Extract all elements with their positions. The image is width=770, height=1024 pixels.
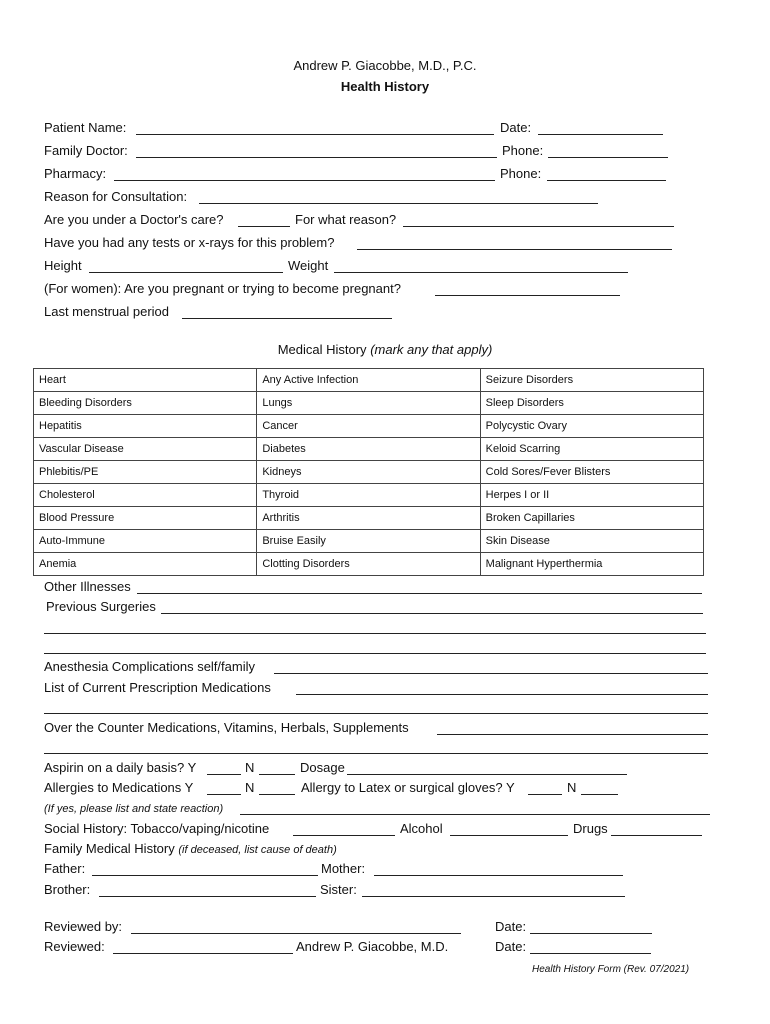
reviewed-date-field[interactable] [530, 953, 651, 954]
alcohol-label: Alcohol [400, 821, 443, 836]
anesthesia-field[interactable] [274, 673, 708, 674]
reviewed-by-date-field[interactable] [530, 933, 652, 934]
pregnant-field[interactable] [435, 295, 620, 296]
medical-history-subtitle: (mark any that apply) [370, 342, 493, 357]
dosage-label: Dosage [300, 760, 345, 775]
allergies-yes-field[interactable] [207, 794, 241, 795]
height-label: Height [44, 258, 82, 273]
condition-cell[interactable]: Lungs [257, 392, 480, 415]
condition-row [34, 438, 704, 461]
reviewed-label: Reviewed: [44, 939, 105, 954]
what-reason-field[interactable] [403, 226, 674, 227]
doctor-phone-field[interactable] [548, 157, 668, 158]
previous-surgeries-line-2[interactable] [44, 633, 706, 634]
condition-cell[interactable]: Cholesterol [34, 484, 257, 507]
condition-cell[interactable]: Auto-Immune [34, 530, 257, 553]
latex-yes-field[interactable] [528, 794, 562, 795]
mother-label: Mother: [321, 861, 366, 876]
previous-surgeries-field[interactable] [161, 613, 703, 614]
condition-cell[interactable]: Phlebitis/PE [34, 461, 257, 484]
date-field[interactable] [538, 134, 663, 135]
condition-cell[interactable]: Hepatitis [34, 415, 257, 438]
allergies-n-label: N [245, 780, 255, 795]
aspirin-yes-field[interactable] [207, 774, 241, 775]
condition-cell[interactable]: Malignant Hyperthermia [480, 553, 703, 576]
condition-cell[interactable]: Keloid Scarring [480, 438, 703, 461]
otc-label: Over the Counter Medications, Vitamins, Herbals, Supplements [44, 720, 409, 735]
condition-cell[interactable]: Any Active Infection [257, 369, 480, 392]
brother-field[interactable] [99, 896, 316, 897]
weight-label: Weight [288, 258, 329, 273]
family-history-label: Family Medical History [44, 841, 175, 856]
condition-cell[interactable]: Seizure Disorders [480, 369, 703, 392]
family-doctor-field[interactable] [136, 157, 497, 158]
pharmacy-field[interactable] [114, 180, 495, 181]
latex-no-field[interactable] [581, 794, 618, 795]
aspirin-no-field[interactable] [259, 774, 295, 775]
previous-surgeries-line-3[interactable] [44, 653, 706, 654]
doctors-care-field[interactable] [238, 226, 290, 227]
condition-cell[interactable]: Bleeding Disorders [34, 392, 257, 415]
doctors-care-label: Are you under a Doctor's care? [44, 212, 224, 227]
other-illnesses-field[interactable] [137, 593, 702, 594]
alcohol-field[interactable] [450, 835, 568, 836]
condition-row [34, 461, 704, 484]
medical-history-table [33, 368, 704, 576]
condition-cell[interactable]: Skin Disease [480, 530, 703, 553]
condition-cell[interactable]: Diabetes [257, 438, 480, 461]
condition-cell[interactable]: Herpes I or II [480, 484, 703, 507]
tobacco-field[interactable] [293, 835, 395, 836]
medical-history-title: Medical History [277, 342, 367, 357]
condition-row [34, 484, 704, 507]
condition-cell[interactable]: Cold Sores/Fever Blisters [480, 461, 703, 484]
condition-cell[interactable]: Polycystic Ovary [480, 415, 703, 438]
condition-row [34, 369, 704, 392]
otc-field[interactable] [437, 734, 708, 735]
condition-cell[interactable]: Sleep Disorders [480, 392, 703, 415]
family-history-heading [44, 841, 337, 858]
reaction-field[interactable] [240, 814, 710, 815]
drugs-label: Drugs [573, 821, 608, 836]
previous-surgeries-label: Previous Surgeries [46, 599, 156, 614]
allergies-no-field[interactable] [259, 794, 295, 795]
lmp-label: Last menstrual period [44, 304, 170, 319]
condition-row [34, 530, 704, 553]
condition-cell[interactable]: Kidneys [257, 461, 480, 484]
condition-row [34, 392, 704, 415]
practice-name: Andrew P. Giacobbe, M.D., P.C. [293, 58, 477, 73]
reviewed-field[interactable] [113, 953, 293, 954]
father-label: Father: [44, 861, 86, 876]
mother-field[interactable] [374, 875, 623, 876]
reviewed-by-label: Reviewed by: [44, 919, 123, 934]
prescriptions-field[interactable] [296, 694, 708, 695]
reason-field[interactable] [199, 203, 598, 204]
pharmacy-phone-field[interactable] [547, 180, 666, 181]
patient-name-label: Patient Name: [44, 120, 127, 135]
latex-label: Allergy to Latex or surgical gloves? Y [301, 780, 515, 795]
dosage-field[interactable] [347, 774, 627, 775]
date-label: Date: [500, 120, 532, 135]
tests-label: Have you had any tests or x-rays for this problem? [44, 235, 335, 250]
medical-history-heading [0, 342, 770, 357]
anesthesia-label: Anesthesia Complications self/family [44, 659, 255, 674]
brother-label: Brother: [44, 882, 91, 897]
drugs-field[interactable] [611, 835, 702, 836]
prescriptions-line-2[interactable] [44, 713, 708, 714]
condition-cell[interactable]: Arthritis [257, 507, 480, 530]
what-reason-label: For what reason? [295, 212, 397, 227]
doctor-phone-label: Phone: [502, 143, 544, 158]
family-doctor-label: Family Doctor: [44, 143, 128, 158]
aspirin-label: Aspirin on a daily basis? Y [44, 760, 197, 775]
condition-cell[interactable]: Heart [34, 369, 257, 392]
latex-n-label: N [567, 780, 577, 795]
condition-cell[interactable]: Thyroid [257, 484, 480, 507]
otc-line-2[interactable] [44, 753, 708, 754]
reviewed-by-date-label: Date: [495, 919, 527, 934]
condition-cell[interactable]: Bruise Easily [257, 530, 480, 553]
form-title: Health History [340, 79, 430, 94]
condition-cell[interactable]: Broken Capillaries [480, 507, 703, 530]
condition-cell[interactable]: Clotting Disorders [257, 553, 480, 576]
weight-field[interactable] [334, 272, 628, 273]
condition-row [34, 553, 704, 576]
social-history-label: Social History: Tobacco/vaping/nicotine [44, 821, 270, 836]
condition-row [34, 415, 704, 438]
reason-label: Reason for Consultation: [44, 189, 188, 204]
condition-cell[interactable]: Anemia [34, 553, 257, 576]
pregnant-label: (For women): Are you pregnant or trying to become pregnant? [44, 281, 401, 296]
sister-field[interactable] [362, 896, 625, 897]
height-field[interactable] [89, 272, 283, 273]
condition-cell[interactable]: Blood Pressure [34, 507, 257, 530]
other-illnesses-label: Other Illnesses [44, 579, 131, 594]
lmp-field[interactable] [182, 318, 392, 319]
condition-cell[interactable]: Vascular Disease [34, 438, 257, 461]
aspirin-n-label: N [245, 760, 255, 775]
form-revision: Health History Form (Rev. 07/2021) [532, 964, 690, 975]
family-history-note: (if deceased, list cause of death) [178, 844, 337, 856]
reviewed-date-label: Date: [495, 939, 527, 954]
condition-cell[interactable]: Cancer [257, 415, 480, 438]
patient-name-field[interactable] [136, 134, 494, 135]
condition-row [34, 507, 704, 530]
sister-label: Sister: [320, 882, 357, 897]
pharmacy-phone-label: Phone: [500, 166, 542, 181]
physician-name: Andrew P. Giacobbe, M.D. [296, 939, 449, 954]
pharmacy-label: Pharmacy: [44, 166, 107, 181]
father-field[interactable] [92, 875, 318, 876]
if-yes-label: (If yes, please list and state reaction) [44, 803, 224, 815]
tests-field[interactable] [357, 249, 672, 250]
reviewed-by-field[interactable] [131, 933, 461, 934]
allergies-label: Allergies to Medications Y [44, 780, 194, 795]
prescriptions-label: List of Current Prescription Medications [44, 680, 271, 695]
